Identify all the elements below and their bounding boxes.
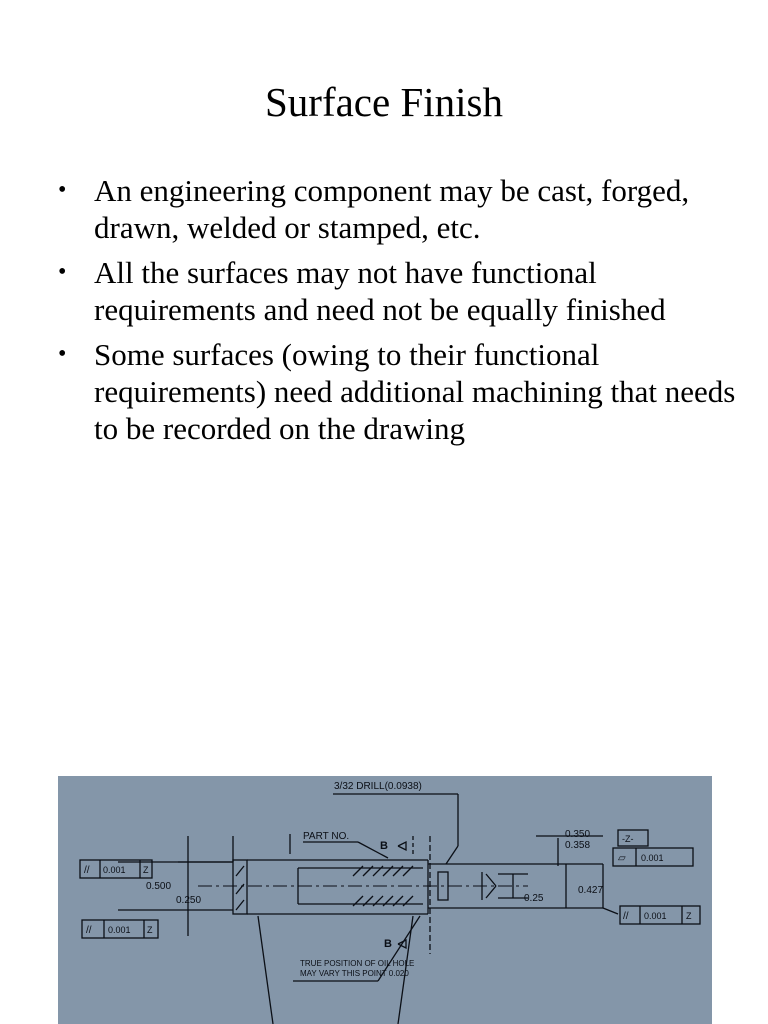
tolerance-symbol: // <box>86 925 92 936</box>
tolerance-value: 0.001 <box>108 925 131 935</box>
bullet-item <box>58 254 738 328</box>
dimension-0427: 0.427 <box>578 885 604 896</box>
engineering-drawing <box>58 776 712 1024</box>
flatness-symbol: ▱ <box>618 853 626 864</box>
bullet-text: An engineering component may be cast, forged, drawn, welded or stamped, etc. <box>94 173 690 245</box>
tolerance-datum: Z <box>143 865 149 875</box>
tolerance-symbol: // <box>623 911 629 922</box>
tolerance-symbol: // <box>84 865 90 876</box>
tolerance-value: 0.001 <box>103 865 126 875</box>
tolerance-value: 0.001 <box>641 853 664 863</box>
drill-label: 3/32 DRILL(0.0938) <box>334 781 422 792</box>
bullet-item <box>58 336 738 447</box>
bullet-text: All the surfaces may not have functional requirements and need not be equally finished <box>94 255 666 327</box>
dimension-025: 0.25 <box>524 893 544 904</box>
oil-hole-note-line1: TRUE POSITION OF OIL HOLE <box>300 959 415 968</box>
engineering-drawing-photo <box>58 776 712 1024</box>
oil-hole-note-line2: MAY VARY THIS POINT 0.020 <box>300 969 409 978</box>
section-b-top-label: B <box>380 840 388 852</box>
dimension-0500: 0.500 <box>146 881 172 892</box>
bullet-glyph: • <box>58 341 67 367</box>
bullet-glyph: • <box>58 177 67 203</box>
dimension-0250: 0.250 <box>176 895 202 906</box>
part-no-label: PART NO. <box>303 831 350 842</box>
dimension-0350: 0.350 <box>565 829 591 840</box>
bullet-item <box>58 172 738 246</box>
slide-title: Surface Finish <box>265 79 503 125</box>
section-b-bottom-label: B <box>384 938 392 950</box>
bullet-glyph: • <box>58 259 67 285</box>
bullet-text: Some surfaces (owing to their functional requirements) need additional machining that needs to be recorded on the drawing <box>94 337 736 446</box>
tolerance-datum: Z <box>147 925 153 935</box>
datum-z-label: -Z- <box>622 834 634 844</box>
tolerance-datum: Z <box>686 911 692 921</box>
bullet-list <box>58 172 738 455</box>
tolerance-value: 0.001 <box>644 911 667 921</box>
dimension-0358: 0.358 <box>565 840 591 851</box>
